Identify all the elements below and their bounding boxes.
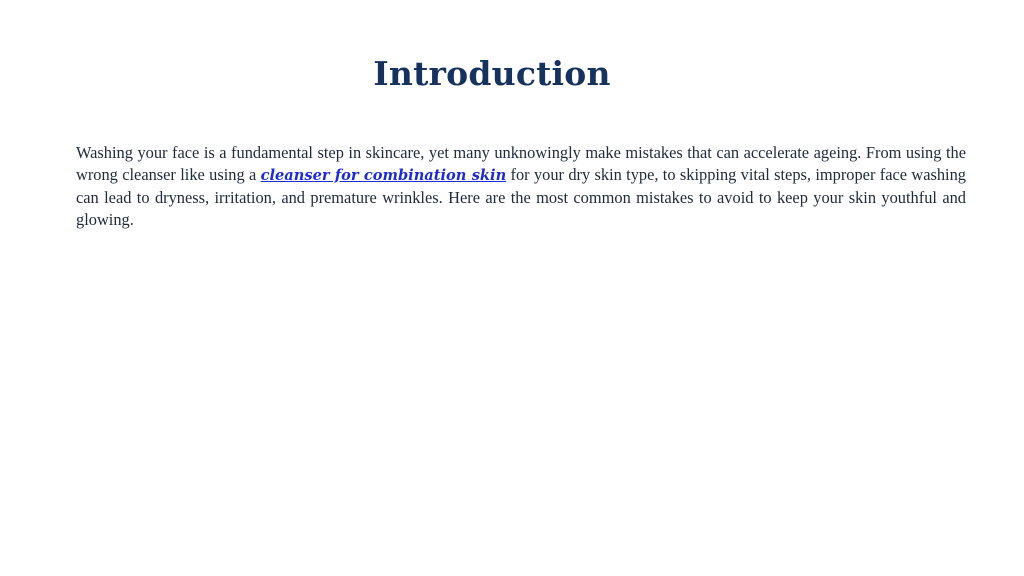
paragraph-text-after-link: for your dry skin type, to skipping vital steps, improper face washing can lead to dryness, irritation, and premature wrinkles. Here are the most common mistakes to avoid to keep your skin youthful and glowing. xyxy=(76,165,966,229)
cleanser-link[interactable]: cleanser for combination skin xyxy=(260,167,507,184)
paragraph-text-before-link: Washing your face is a fundamental step in skincare, yet many unknowingly make mistakes that can accelerate ageing. From using the wrong cleanser like using a xyxy=(76,143,966,184)
slide-title: Introduction xyxy=(373,54,611,93)
intro-paragraph xyxy=(76,142,966,231)
